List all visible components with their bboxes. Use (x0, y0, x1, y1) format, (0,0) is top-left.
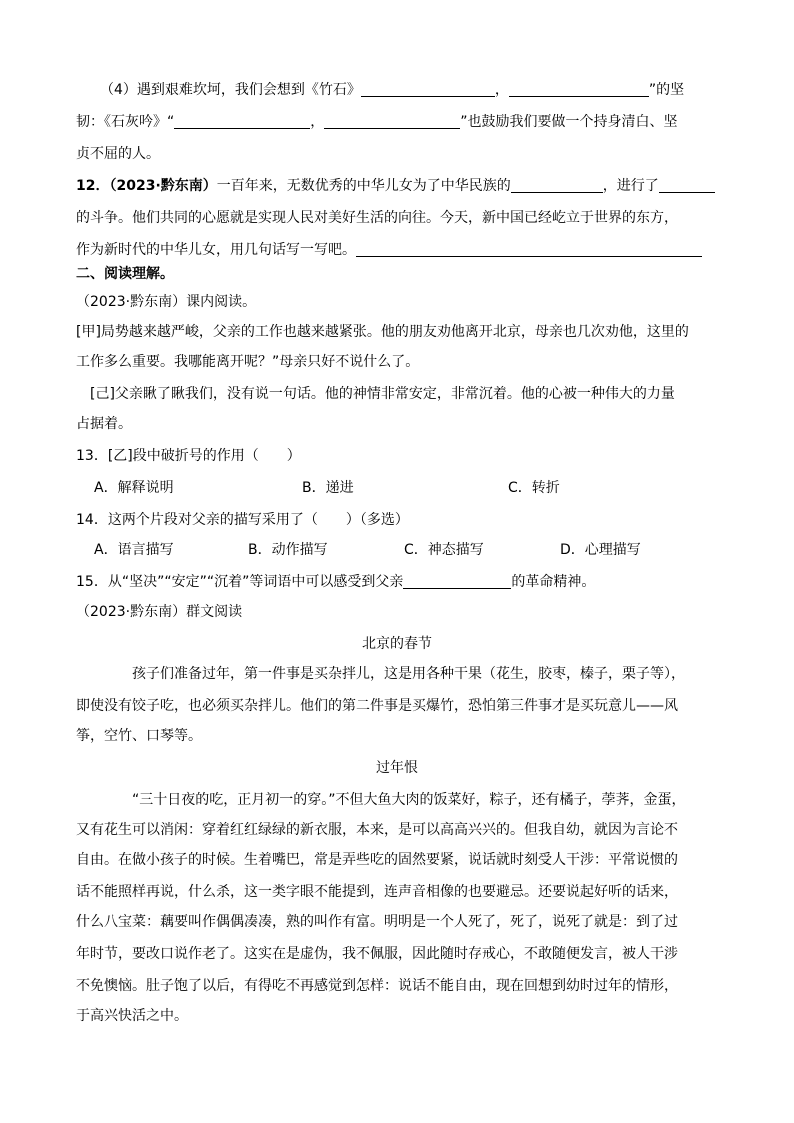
section-heading: 二、阅读理解。 (76, 266, 174, 282)
answer-blank[interactable] (356, 240, 702, 257)
question-number: 12． (76, 178, 110, 194)
q13-stem: 13．[乙]段中破折号的作用（ ） (76, 448, 301, 464)
q11-4-text: ， (310, 114, 325, 130)
q14-option-c[interactable]: C．神态描写 (404, 542, 484, 558)
q12-line3 (76, 240, 702, 260)
q11-4-text: ”的坚 (648, 82, 685, 98)
q12-text: 一百年来，无数优秀的中华儿女为了中华民族的 (216, 178, 511, 194)
answer-blank[interactable] (174, 112, 310, 129)
passage2-p2-line: 话不能照样再说，什么杀，这一类字眼不能提到，连声音相像的也要避忌。还要说起好听的话来， (76, 884, 678, 900)
q11-4-text: （4）遇到艰难坎坷，我们会想到《竹石》 (100, 82, 361, 98)
q14-option-d[interactable]: D．心理描写 (560, 542, 641, 558)
q14-stem: 14．这两个片段对父亲的描写采用了（ ）（多选） (76, 512, 409, 528)
passage2-p2-line: 不免懊恼。肚子饱了以后，有得吃不再感觉到怎样：说话不能自由，现在回想到幼时过年的情形， (76, 978, 678, 994)
passage2-title1: 北京的春节 (362, 636, 432, 652)
answer-blank[interactable] (509, 80, 649, 97)
q15-text: 15．从“坚决”“安定”“沉着”等词语中可以感受到父亲 (76, 574, 404, 590)
q14-option-a[interactable]: A．语言描写 (94, 542, 174, 558)
q12-text: ，进行了 (602, 178, 659, 194)
answer-blank[interactable] (403, 572, 511, 589)
answer-blank[interactable] (659, 176, 715, 193)
q13-option-a[interactable]: A．解释说明 (94, 480, 174, 496)
passage2-title2: 过年恨 (376, 760, 418, 776)
q13-option-b[interactable]: B．递进 (302, 480, 354, 496)
passage1-yi-line1: [己]父亲瞅了瞅我们，没有说一句话。他的神情非常安定，非常沉着。他的心被一种伟大的力量 (90, 386, 675, 402)
q12-text: 作为新时代的中华儿女，用几句话写一写吧。 (76, 242, 356, 258)
passage2-p2-line: 什么八宝菜：藕要叫作偶偶凑凑，熟的叫作有富。明明是一个人死了，死了，说死了就是：到了过 (76, 914, 678, 930)
passage1-yi-line2: 占据着。 (76, 416, 132, 432)
q11-4-line3: 贞不屈的人。 (76, 146, 160, 162)
passage2-p2-line: 又有花生可以消闲：穿着红红绿绿的新衣服，本来，是可以高高兴兴的。但我自幼，就因为言论不 (76, 822, 678, 838)
q11-4-line2 (76, 112, 678, 132)
passage1-jia-line2: 工作多么重要。我哪能离开呢？”母亲只好不说什么了。 (76, 354, 420, 370)
passage2-p2-line: 年时节，要改口说作老了。这实在是虚伪，我不佩服，因此随时存戒心，不敢随便发言，被人干涉 (76, 946, 678, 962)
q13-option-c[interactable]: C．转折 (508, 480, 560, 496)
answer-blank[interactable] (511, 176, 603, 193)
q15-text: 的革命精神。 (511, 574, 596, 590)
q14-option-b[interactable]: B．动作描写 (248, 542, 328, 558)
q15-line (76, 572, 595, 592)
passage1-intro: （2023·黔东南）课内阅读。 (76, 294, 257, 310)
answer-blank[interactable] (324, 112, 460, 129)
q12-line2: 的斗争。他们共同的心愿就是实现人民对美好生活的向往。今天，新中国已经屹立于世界的东方， (76, 210, 678, 226)
q11-4-text: 韧：《石灰吟》“ (76, 114, 175, 130)
passage2-p1-line3: 筝，空竹、口琴等。 (76, 728, 202, 744)
answer-blank[interactable] (361, 80, 495, 97)
passage2-p1-line1: 孩子们准备过年，第一件事是买杂拌儿，这是用各种干果（花生，胶枣，榛子，栗子等）， (132, 666, 685, 682)
passage1-jia-line1: [甲]局势越来越严峻，父亲的工作也越来越紧张。他的朋友劝他离开北京，母亲也几次劝他，这里的 (76, 324, 689, 340)
q11-4-line1 (100, 80, 684, 100)
q11-4-text: ”也鼓励我们要做一个持身清白、坚 (460, 114, 678, 130)
passage2-p2-line: 于高兴快活之中。 (76, 1008, 188, 1024)
question-source: （2023·黔东南） (109, 178, 217, 194)
passage2-p2-line: 自由。在做小孩子的时候。生着嘴巴，常是弄些吃的固然要紧，说话就时刻受人干涉：平常说惯的 (76, 852, 678, 868)
q12-line1 (76, 176, 715, 196)
passage2-p1-line2: 即使没有饺子吃，也必须买杂拌儿。他们的第二件事是买爆竹，恐怕第三件事才是买玩意儿——风 (76, 698, 678, 714)
passage2-p2-line: “三十日夜的吃，正月初一的穿。”不但大鱼大肉的饭菜好，粽子，还有橘子，荸荠，金蛋， (132, 792, 686, 808)
passage2-intro: （2023·黔东南）群文阅读 (76, 604, 243, 620)
q11-4-text: ， (494, 82, 509, 98)
